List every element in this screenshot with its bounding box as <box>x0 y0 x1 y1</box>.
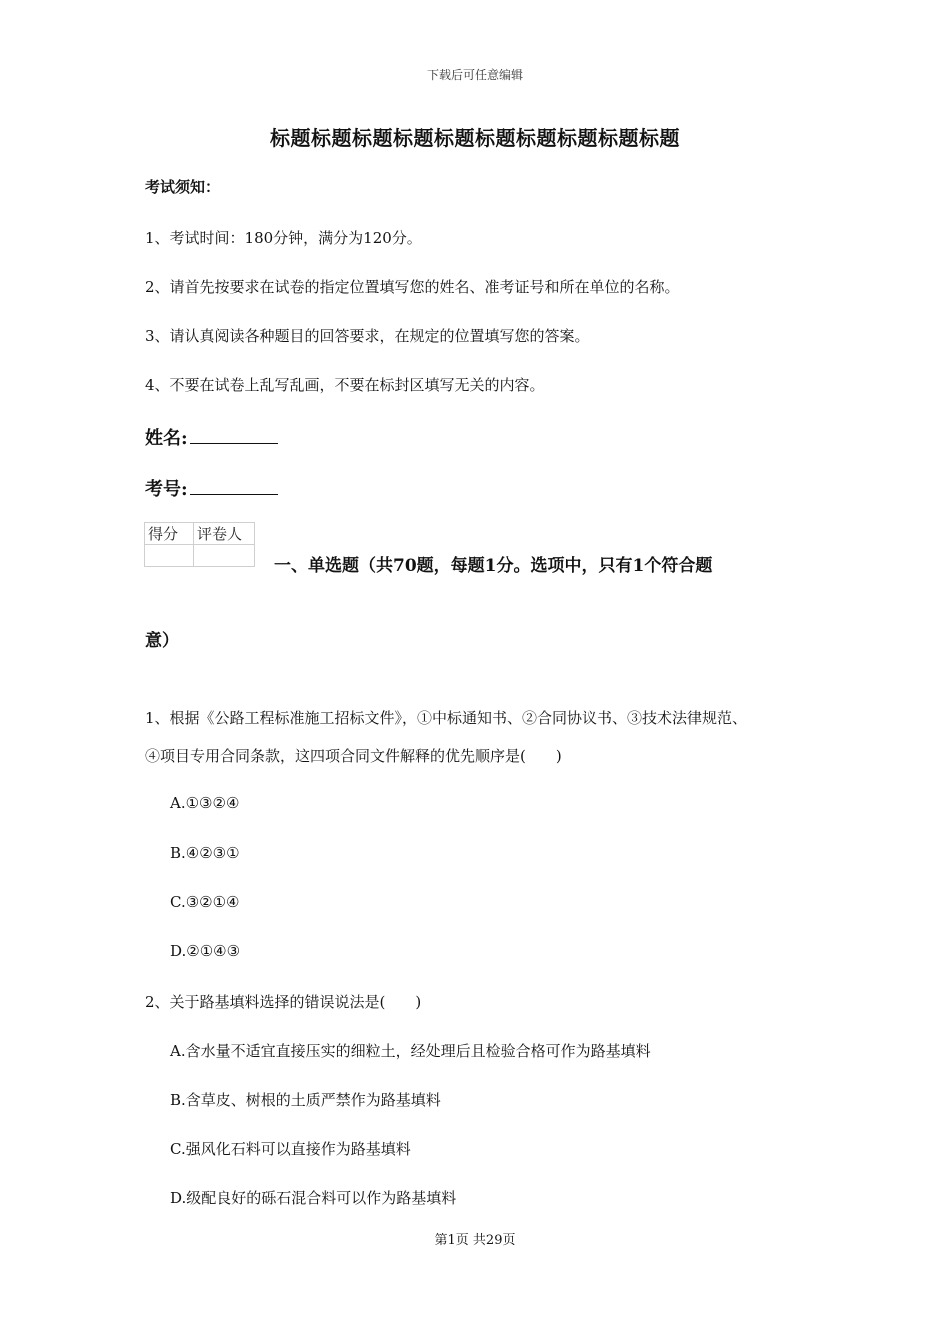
question-text: ④项目专用合同条款，这四项合同文件解释的优先顺序是( ) <box>145 747 562 765</box>
score-table-header <box>145 523 255 545</box>
section-title-continued: 意） <box>145 631 179 651</box>
question-option: B.④②③① <box>170 844 240 862</box>
score-header-cell: 得分 <box>145 523 194 545</box>
notice-item: 4、不要在试卷上乱写乱画，不要在标封区填写无关的内容。 <box>145 376 545 394</box>
question-text: 1、根据《公路工程标准施工招标文件》，①中标通知书、②合同协议书、③技术法律规范、 <box>145 709 748 727</box>
question-option: D.②①④③ <box>170 942 241 960</box>
notice-item: 2、请首先按要求在试卷的指定位置填写您的姓名、准考证号和所在单位的名称。 <box>145 278 680 296</box>
score-cell <box>145 545 194 567</box>
exam-id-field <box>145 475 278 501</box>
score-table-row <box>145 545 255 567</box>
document-title: 标题标题标题标题标题标题标题标题标题标题 <box>270 126 680 150</box>
page-number: 第1页 共29页 <box>434 1233 516 1248</box>
grader-cell <box>194 545 255 567</box>
name-field <box>145 424 278 450</box>
exam-id-blank <box>190 476 278 495</box>
grader-header-cell: 评卷人 <box>194 523 255 545</box>
notice-item: 1、考试时间：180分钟，满分为120分。 <box>145 229 422 247</box>
notice-heading: 考试须知： <box>145 178 221 196</box>
notice-item: 3、请认真阅读各种题目的回答要求，在规定的位置填写您的答案。 <box>145 327 590 345</box>
question-text: 2、关于路基填料选择的错误说法是( ) <box>145 993 422 1011</box>
question-option: B.含草皮、树根的土质严禁作为路基填料 <box>170 1091 441 1109</box>
question-option: C.强风化石料可以直接作为路基填料 <box>170 1140 411 1158</box>
question-option: A.①③②④ <box>170 794 240 812</box>
section-title: 一、单选题（共70题，每题1分。选项中，只有1个符合题 <box>274 556 713 576</box>
header-note: 下载后可任意编辑 <box>426 68 523 82</box>
question-option: C.③②①④ <box>170 893 240 911</box>
question-option: D.级配良好的砾石混合料可以作为路基填料 <box>170 1189 457 1207</box>
score-table <box>144 522 255 567</box>
exam-id-label: 考号: <box>145 479 188 500</box>
name-blank <box>190 425 278 444</box>
name-label: 姓名: <box>145 428 188 449</box>
question-option: A.含水量不适宜直接压实的细粒土，经处理后且检验合格可作为路基填料 <box>170 1042 651 1060</box>
